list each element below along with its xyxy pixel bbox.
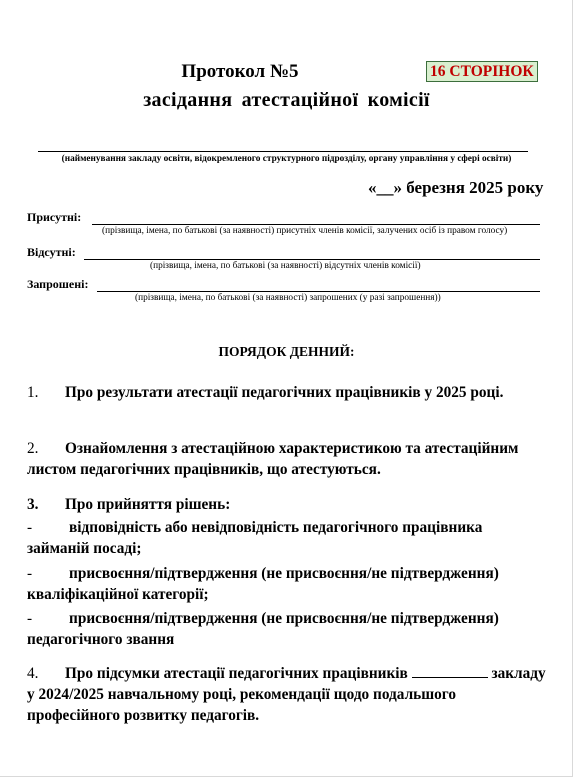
agenda-item-1 (27, 382, 547, 403)
invited-hint: (прізвища, імена, по батькові (за наявності) запрошених (у разі запрошення)) (135, 293, 441, 303)
absent-label: Відсутні: (27, 245, 76, 259)
meeting-date: «__» березня 2025 року (368, 178, 544, 197)
institution-caption: (найменування закладу освіти, відокремленого структурного підрозділу, органу управління у сфері освіти) (61, 154, 512, 164)
protocol-title: Протокол №5 (181, 61, 299, 82)
subitem-dash: - (27, 519, 33, 536)
institution-blank-line (412, 663, 488, 678)
agenda-item-4 (27, 663, 547, 726)
agenda-subitem-1 (27, 517, 547, 559)
agenda-item-number: 1. (27, 384, 39, 401)
agenda-item-text: Про підсумки атестації педагогічних працівників (65, 665, 408, 682)
invited-label: Запрошені: (27, 277, 89, 291)
agenda-item-number: 4. (27, 665, 39, 682)
present-line (92, 224, 540, 225)
subitem-dash: - (27, 565, 33, 582)
agenda-heading: ПОРЯДОК ДЕННИЙ: (218, 344, 355, 359)
agenda-item-text: Ознайомлення з атестаційною характеристикою та атестаційним листом педагогічних працівників, що атестуються. (27, 440, 519, 478)
present-hint: (прізвища, імена, по батькові (за наявності) присутніх членів комісії, залучених осіб із правом голосу) (102, 226, 508, 236)
invited-line (97, 291, 540, 292)
agenda-subitem-3 (27, 608, 547, 650)
agenda-item-number: 3. (27, 496, 39, 513)
agenda-item-text: Про прийняття рішень: (65, 496, 231, 513)
agenda-subitem-2 (27, 563, 547, 605)
agenda-item-text: Про результати атестації педагогічних працівників у 2025 році. (65, 384, 504, 401)
subitem-text: присвоєння/підтвердження (не присвоєння/не підтвердження) педагогічного звання (27, 610, 499, 648)
page-count-badge: 16 СТОРІНОК (426, 61, 538, 82)
agenda-item-2 (27, 438, 547, 480)
subitem-dash: - (27, 610, 33, 627)
subitem-text: присвоєння/підтвердження (не присвоєння/не підтвердження) кваліфікаційної категорії; (27, 565, 499, 603)
absent-line (84, 259, 540, 260)
agenda-item-text-continued: закладу у 2024/2025 навчальному році, рекомендації щодо подальшого професійного розвитку педагогів. (27, 665, 546, 724)
agenda-item-number: 2. (27, 440, 39, 457)
institution-line (38, 151, 528, 152)
agenda-item-3 (27, 494, 547, 515)
protocol-subtitle: засідання атестаційної комісії (143, 89, 430, 111)
absent-hint: (прізвища, імена, по батькові (за наявності) відсутніх членів комісії) (150, 261, 421, 271)
present-label: Присутні: (27, 210, 82, 224)
subitem-text: відповідність або невідповідність педагогічного працівника займаній посаді; (27, 519, 483, 557)
